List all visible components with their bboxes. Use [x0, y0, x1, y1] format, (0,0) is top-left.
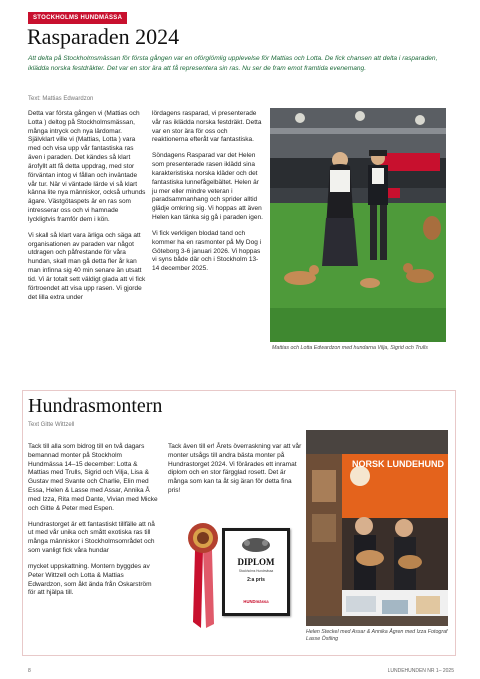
diploma-subtitle: Stockholms Hundmässa — [238, 569, 274, 573]
page-number: 8 — [28, 668, 31, 674]
article-column-2 — [152, 110, 264, 281]
rosette-image — [186, 520, 220, 630]
paragraph: Tack till alla som bidrog till en två dagars bemannad monter på Stockholm Hundmässa 14–15 december: Lotta & Mattias med Trulls, Sigrid och Vilja, Lisa & Gustav med Svante och Charlie, Elin med Essa, Helen & Lasse med Assar, Annika Å med Izza, Rita med Dante, Vivian med Micke och Gitte & Peter med Espen. — [28, 443, 158, 512]
booth-photo-caption: Helen Steckel med Assar & Annika Ågren med Izza Fotograf Lasse Östling — [306, 629, 448, 643]
diploma-image — [222, 528, 290, 616]
parade-photo-caption: Mattias och Lotta Edwardzon med hundarna Vilja, Sigrid och Trulls — [272, 345, 428, 351]
paragraph: mycket uppskattning. Montern byggdes av Peter Wittzell och Lotta & Mattias Edwardzon, som åkt ända från Oskarström för att hjälpa till. — [28, 562, 152, 597]
article-title: Rasparaden 2024 — [27, 24, 180, 49]
section-tag: STOCKHOLMS HUNDMÄSSA — [28, 12, 127, 24]
diploma-logo: HUNDmässa — [243, 599, 269, 604]
paragraph: Detta var första gången vi (Mattias och Lotta ) deltog på Stockholmsmässan, många intryck och nya lärdomar. Självklart ville vi (Mattias, Lotta ) vara med och visa upp vår fantastiska ras även i paraden. Det kändes så klart ärofyllt att få detta uppdrag, med stor förväntan intog vi fållan och inväntade vår tur. När vi väntade lärde vi så klart känna lite nya människor, också urhunds ägare. Västgötaspets är en ras som intresserar oss och vi hamnade lyckligtvis framför dem i kön. — [28, 110, 146, 223]
article-column-1 — [28, 443, 158, 605]
paragraph: Hundrastorget är ett fantastiskt tillfälle att nå ut med vår unika och smått exotiska ras till många människor i Stockholmsområdet och som vanligt fick våra hundar — [28, 520, 155, 555]
diploma-heading: DIPLOM — [237, 557, 275, 567]
article-byline: Text Gitte Wittzell — [28, 422, 75, 428]
booth-sign: NORSK LUNDEHUND — [352, 459, 444, 469]
article-byline: Text: Mattias Edwardzon — [28, 96, 94, 102]
article-intro: Att delta på Stockholmsmässan för första gången var en oförglömlig upplevelse för Mattias och Lotta. De fick chansen att delta i rasparaden, iklädda norska festdräkter. Det var en stor ära att få representera sin ras. Nu ser de fram emot framtida evenemang. — [28, 55, 438, 72]
booth-photo — [306, 430, 448, 626]
page-footer — [28, 668, 454, 674]
article-column-1 — [28, 110, 146, 309]
paragraph: Söndagens Rasparad var det Helen som presenterade rasen iklädd sina karakteristiska norska kläder och det fantastiska lunnefågelbältet. Helen är ju mer eller mindre veteran i paradsammanhang och sprider alltid glädje omkring sig. Vi hoppas att även Helen kan tänka sig gå i paraden igen. — [152, 152, 263, 222]
paragraph: Vi fick verkligen blodad tand och kommer ha en rasmonter på My Dog i Göteborg 3-6 januari 2026. Vi hoppas vi syns både där och i Stockholm 13-14 december 2025. — [152, 229, 262, 273]
paragraph: Vi skall så klart vara ärliga och säga att organisationen av paraden var något utdragen och påfrestande för våra hundan, skall man gå detta fler år kan man infinna sig 40 min senare än utsatt tid. Vi är totalt sett väldigt glada att vi fick förtroendet att visa upp rasen. Vi gjorde det lilla extra under — [28, 231, 146, 301]
paragraph: Tack även till er! Årets överraskning var att vår monter utsågs till andra bästa monter på Hundrastorget 2024. Vi förärades ett inramat diplom och en stor färgglad rosett. Det är många som kan ta åt sig äran för detta fina pris! — [168, 443, 302, 495]
article-title: Hundrasmontern — [28, 395, 163, 417]
issue-label: LUNDEHUNDEN NR 1– 2025 — [387, 668, 454, 674]
article-column-2 — [168, 443, 303, 503]
parade-photo — [270, 108, 446, 342]
diploma-prize: 2:a pris — [247, 577, 265, 583]
paragraph: lördagens rasparad, vi presenterade vår ras iklädda norska festdräkt. Detta var en stor ära för oss och reaktionerna efteråt var fantastiska. — [152, 110, 262, 144]
